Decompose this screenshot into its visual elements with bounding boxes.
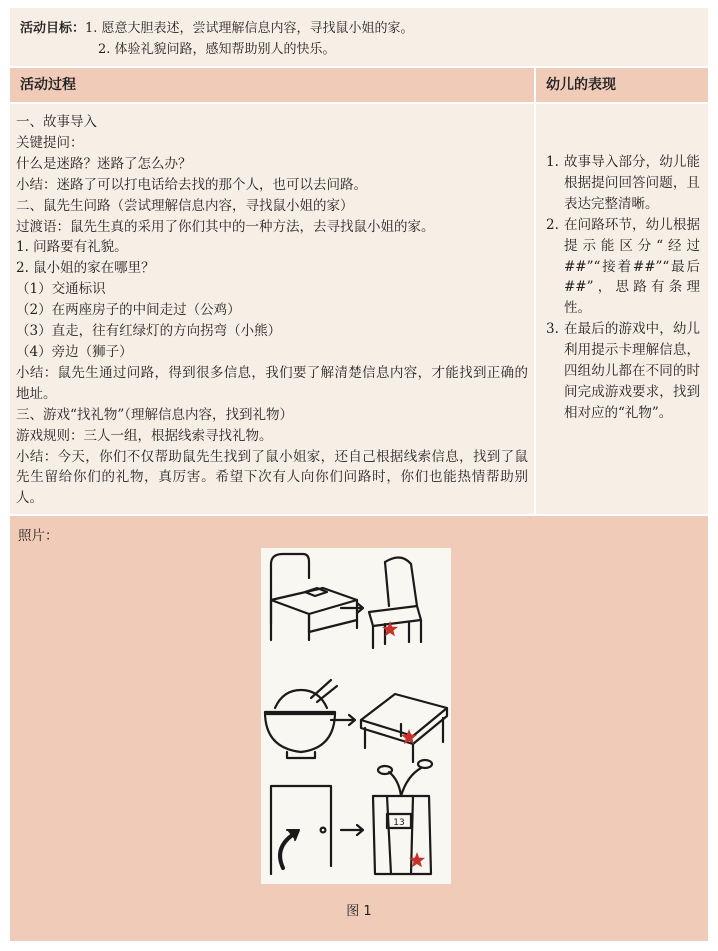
performance-item xyxy=(546,152,700,215)
performance-item xyxy=(546,319,700,424)
bowl-icon xyxy=(265,680,337,758)
chair-icon xyxy=(369,557,421,648)
process-line: 小结：鼠先生通过问路，得到很多信息，我们要了解清楚信息内容，才能找到正确的地址。 xyxy=(16,364,528,402)
clue-card-photo xyxy=(261,548,451,884)
box-number-label: 13 xyxy=(393,818,405,828)
performance-item-number: 2. xyxy=(546,216,559,233)
performance-item-text: 在最后的游戏中，幼儿利用提示卡理解信息，四组幼儿都在不同的时间完成游戏要求，找到相对应的“礼物”。 xyxy=(564,321,700,421)
process-line: 一、故事导入 xyxy=(16,114,97,130)
curved-arrow-icon xyxy=(280,830,299,868)
performance-item-text: 故事导入部分，幼儿能根据提问回答问题，且表达完整清晰。 xyxy=(564,154,700,212)
process-line: 关键提问： xyxy=(16,134,84,151)
process-line: 游戏规则：三人一组，根据线索寻找礼物。 xyxy=(16,427,273,444)
performance-header: 幼儿的表现 xyxy=(536,68,708,102)
performance-list xyxy=(546,152,700,424)
process-line: 1. 问路要有礼貌。 xyxy=(16,239,128,256)
process-line: 小结：迷路了可以打电话给去找的那个人，也可以去问路。 xyxy=(16,176,367,193)
photo-label: 照片： xyxy=(18,528,59,544)
activity-goals xyxy=(10,8,708,66)
process-line: （4）旁边（狮子） xyxy=(16,343,133,360)
performance-item xyxy=(546,215,700,320)
process-line: （2）在两座房子的中间走过（公鸡） xyxy=(16,302,241,319)
bed-icon xyxy=(271,554,357,640)
goal-line-1 xyxy=(20,18,698,39)
arrow-icon xyxy=(341,825,363,835)
process-line: （3）直走，往有红绿灯的方向拐弯（小熊） xyxy=(16,323,282,340)
performance-cell xyxy=(536,104,708,514)
goals-label: 活动目标： xyxy=(20,21,86,36)
process-cell xyxy=(10,104,534,514)
table-icon xyxy=(361,694,447,762)
performance-item-text: 在问路环节，幼儿根据提示能区分“经过##”“接着##”“最后##”，思路有条理性。 xyxy=(564,216,700,317)
goal-item-2: 2. 体验礼貌问路，感知帮助别人的快乐。 xyxy=(98,42,336,57)
gift-box-icon xyxy=(373,760,432,874)
process-line: 2. 鼠小姐的家在哪里？ xyxy=(16,260,155,277)
process-text xyxy=(16,112,528,509)
process-line: 什么是迷路？迷路了怎么办？ xyxy=(16,155,192,172)
process-line: 小结：今天，你们不仅帮助鼠先生找到了鼠小姐家，还自己根据线索信息，找到了鼠先生留给你们的礼物，真厉害。希望下次有人向你们问路时，你们也能热情帮助别人。 xyxy=(16,448,528,507)
process-line: 二、鼠先生问路（尝试理解信息内容，寻找鼠小姐的家） xyxy=(16,197,354,214)
goal-item-1: 1. 愿意大胆表述，尝试理解信息内容，寻找鼠小姐的家。 xyxy=(85,21,414,36)
process-header: 活动过程 xyxy=(10,68,534,102)
performance-item-number: 1. xyxy=(546,154,559,170)
figure-caption: 图 1 xyxy=(346,904,372,919)
process-line: （1）交通标识 xyxy=(16,281,106,298)
process-line: 过渡语：鼠先生真的采用了你们其中的一种方法，去寻找鼠小姐的家。 xyxy=(16,218,435,235)
photo-cell xyxy=(10,516,708,941)
process-line: 三、游戏“找礼物”（理解信息内容，找到礼物） xyxy=(16,406,294,423)
performance-item-number: 3. xyxy=(546,321,559,338)
